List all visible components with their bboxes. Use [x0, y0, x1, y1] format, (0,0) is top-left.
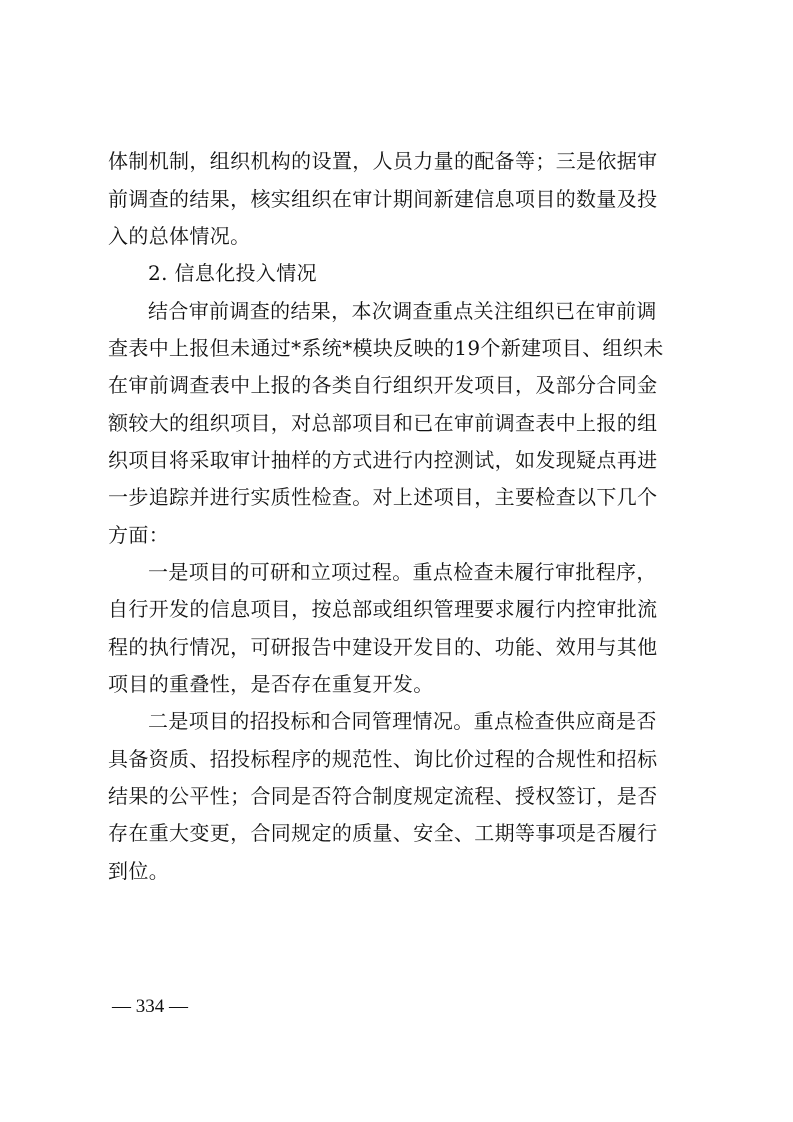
text-line: 方面： [108, 523, 170, 547]
text-line: 体制机制，组织机构的设置，人员力量的配备等；三是依据审 [108, 149, 658, 173]
text-line: 具备资质、招投标程序的规范性、询比价过程的合规性和招标 [108, 747, 658, 771]
text-line: 项目的重叠性，是否存在重复开发。 [108, 672, 434, 696]
text-line: 入的总体情况。 [108, 224, 251, 248]
text-line: 一是项目的可研和立项过程。重点检查未履行审批程序， [148, 560, 657, 584]
text-line: 织项目将采取审计抽样的方式进行内控测试，如发现疑点再进 [108, 448, 658, 472]
text-line: 结果的公平性；合同是否符合制度规定流程、授权签订，是否 [108, 784, 658, 808]
text-line: 额较大的组织项目，对总部项目和已在审前调查表中上报的组 [108, 411, 658, 435]
page-number: — 334 — [112, 996, 188, 1017]
text-line: 自行开发的信息项目，按总部或组织管理要求履行内控审批流 [108, 597, 658, 621]
text-line: 到位。 [108, 859, 170, 883]
text-line: 查表中上报但未通过*系统*模块反映的19个新建项目、组织未 [108, 336, 664, 360]
text-line: 二是项目的招投标和合同管理情况。重点检查供应商是否 [148, 709, 657, 733]
text-line: 结合审前调查的结果，本次调查重点关注组织已在审前调 [148, 299, 657, 323]
text-line: 在审前调查表中上报的各类自行组织开发项目，及部分合同金 [108, 373, 658, 397]
text-line: 程的执行情况，可研报告中建设开发目的、功能、效用与其他 [108, 635, 658, 659]
section-heading: 2. 信息化投入情况 [148, 261, 317, 285]
text-line: 前调查的结果，核实组织在审计期间新建信息项目的数量及投 [108, 187, 658, 211]
text-line: 一步追踪并进行实质性检查。对上述项目，主要检查以下几个 [108, 485, 658, 509]
text-line: 存在重大变更，合同规定的质量、安全、工期等事项是否履行 [108, 821, 658, 845]
